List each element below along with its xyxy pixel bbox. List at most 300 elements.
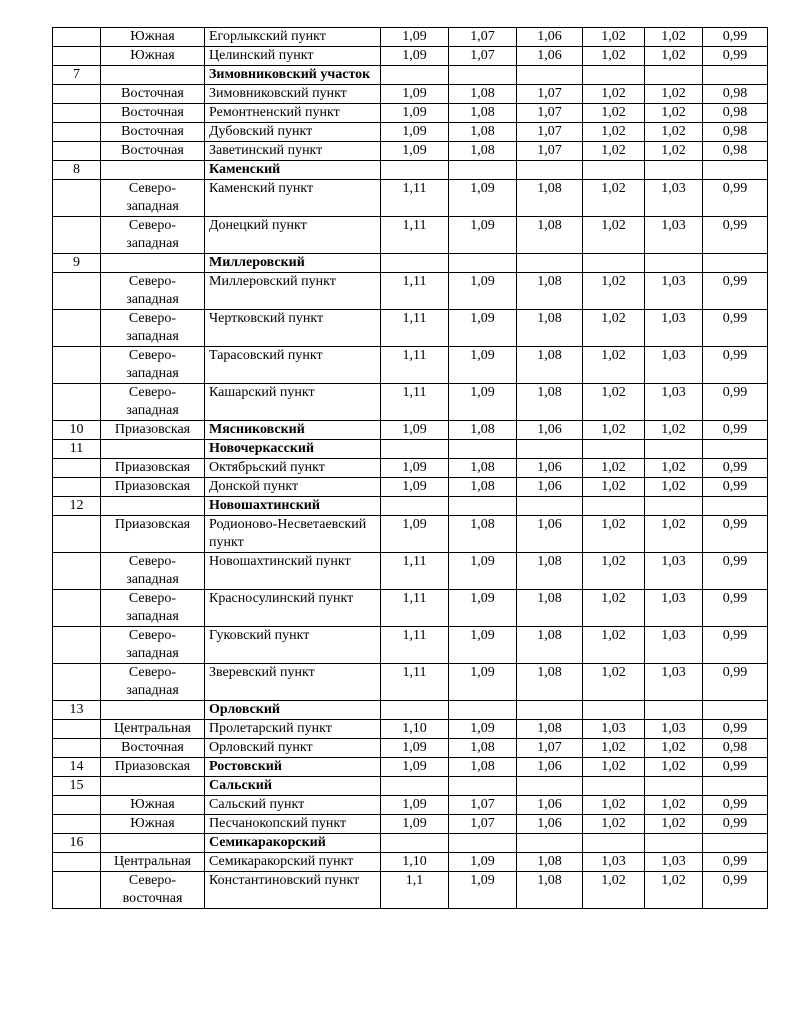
row-number: 9 [53,254,101,273]
coefficient-cell: 1,09 [449,384,517,421]
zone-cell: Северо-западная [101,273,205,310]
station-name: Сальский пункт [205,796,381,815]
coefficient-cell: 1,02 [583,872,645,909]
coefficient-cell: 1,03 [583,853,645,872]
coefficient-cell [703,161,768,180]
coefficient-cell: 1,08 [517,627,583,664]
station-name: Донецкий пункт [205,217,381,254]
row-number [53,516,101,553]
coefficient-cell: 1,06 [517,459,583,478]
coefficient-cell: 1,11 [381,384,449,421]
table-row [53,516,768,553]
station-name: Целинский пункт [205,47,381,66]
coefficient-cell: 1,09 [381,478,449,497]
coefficient-cell: 1,02 [645,459,703,478]
coefficient-cell: 1,02 [583,123,645,142]
coefficient-cell: 1,08 [449,478,517,497]
table-row [53,739,768,758]
coefficient-cell: 1,08 [517,273,583,310]
coefficient-cell: 1,03 [645,720,703,739]
coefficient-cell: 1,02 [583,217,645,254]
coefficient-cell: 1,11 [381,627,449,664]
coefficient-cell: 0,98 [703,85,768,104]
table-row [53,872,768,909]
coefficient-cell: 1,02 [583,459,645,478]
station-name: Семикаракорский пункт [205,853,381,872]
zone-cell: Северо-западная [101,180,205,217]
coefficient-cell [517,440,583,459]
coefficient-cell [381,161,449,180]
coefficient-cell: 1,11 [381,590,449,627]
coefficient-cell [449,161,517,180]
zone-cell: Восточная [101,142,205,161]
coefficient-cell: 1,03 [645,273,703,310]
coefficient-cell: 0,99 [703,664,768,701]
coefficient-cell: 1,03 [645,553,703,590]
coefficient-cell: 0,99 [703,273,768,310]
coefficient-cell: 1,03 [645,853,703,872]
row-number [53,553,101,590]
coefficient-cell: 1,09 [449,664,517,701]
coefficient-cell: 1,11 [381,217,449,254]
zone-cell [101,254,205,273]
coefficient-cell: 1,08 [517,217,583,254]
coefficient-cell: 1,07 [517,85,583,104]
row-number [53,739,101,758]
zone-cell: Восточная [101,85,205,104]
station-name: Дубовский пункт [205,123,381,142]
coefficient-cell: 1,02 [583,796,645,815]
row-number [53,123,101,142]
row-number [53,310,101,347]
coefficient-cell: 1,02 [645,104,703,123]
coefficient-cell: 1,06 [517,796,583,815]
district-name: Мясниковский [205,421,381,440]
coefficient-cell: 1,06 [517,758,583,777]
coefficient-cell: 1,06 [517,421,583,440]
coefficient-cell: 1,06 [517,815,583,834]
coefficient-cell: 1,02 [583,516,645,553]
coefficient-cell: 1,09 [381,796,449,815]
zone-cell: Северо-западная [101,590,205,627]
section-row [53,834,768,853]
zone-cell: Приазовская [101,516,205,553]
coefficient-cell [381,254,449,273]
table-row [53,28,768,47]
coefficient-cell: 1,03 [583,720,645,739]
coefficient-cell: 1,02 [583,590,645,627]
coefficient-cell [517,497,583,516]
zone-cell: Южная [101,815,205,834]
row-number: 13 [53,701,101,720]
coefficient-cell [517,161,583,180]
coefficient-cell: 1,07 [517,142,583,161]
coefficient-cell [645,777,703,796]
coefficient-cell: 1,02 [645,516,703,553]
row-number: 16 [53,834,101,853]
row-number [53,853,101,872]
table-row [53,384,768,421]
coefficient-cell [703,701,768,720]
coefficient-cell: 1,1 [381,872,449,909]
coefficient-cell: 1,08 [517,180,583,217]
table-row [53,720,768,739]
coefficient-cell: 1,07 [449,796,517,815]
coefficient-cell: 1,03 [645,310,703,347]
coefficient-cell: 0,99 [703,47,768,66]
coefficient-cell [583,777,645,796]
coefficient-cell: 0,99 [703,217,768,254]
coefficient-cell [381,834,449,853]
section-row [53,161,768,180]
row-number [53,796,101,815]
coefficient-cell [449,777,517,796]
coefficient-cell [583,66,645,85]
coefficient-cell: 1,08 [449,459,517,478]
coefficient-cell: 0,99 [703,347,768,384]
coefficient-cell: 0,98 [703,123,768,142]
coefficient-cell: 1,08 [449,516,517,553]
table-row [53,664,768,701]
zone-cell: Приазовская [101,421,205,440]
station-name: Красносулинский пункт [205,590,381,627]
coefficient-cell: 1,07 [449,815,517,834]
zone-cell: Приазовская [101,478,205,497]
coefficient-cell: 1,11 [381,553,449,590]
row-number [53,815,101,834]
coefficient-cell: 1,08 [517,853,583,872]
coefficient-cell: 1,02 [583,664,645,701]
coefficient-cell: 0,99 [703,310,768,347]
coefficient-cell [449,497,517,516]
station-name: Миллеровский пункт [205,273,381,310]
station-name: Зверевский пункт [205,664,381,701]
zone-cell [101,66,205,85]
station-name: Родионово-Несветаевский пункт [205,516,381,553]
zone-cell [101,497,205,516]
row-number: 11 [53,440,101,459]
zone-cell: Приазовская [101,459,205,478]
coefficient-cell: 0,98 [703,739,768,758]
coefficient-cell: 1,03 [645,627,703,664]
coefficient-cell: 1,03 [645,664,703,701]
coefficient-cell: 1,02 [583,739,645,758]
coefficient-cell: 1,09 [381,421,449,440]
section-row [53,497,768,516]
coefficient-cell: 1,06 [517,47,583,66]
section-row [53,758,768,777]
coefficient-cell: 1,08 [449,142,517,161]
coefficient-cell: 1,10 [381,720,449,739]
coefficient-cell: 0,99 [703,384,768,421]
coefficient-cell: 1,07 [449,47,517,66]
station-name: Ремонтненский пункт [205,104,381,123]
coefficient-cell [583,161,645,180]
table-row [53,478,768,497]
row-number [53,720,101,739]
coefficient-cell: 1,06 [517,28,583,47]
zone-cell: Северо-западная [101,347,205,384]
coefficient-cell: 1,08 [517,553,583,590]
coefficient-cell [703,777,768,796]
coefficient-cell [703,254,768,273]
zone-cell: Северо-западная [101,553,205,590]
coefficient-cell: 1,02 [645,739,703,758]
coefficient-cell: 1,02 [645,85,703,104]
coefficient-cell: 1,02 [583,421,645,440]
row-number [53,590,101,627]
table-row [53,590,768,627]
coefficient-cell: 1,02 [583,310,645,347]
coefficient-cell: 0,99 [703,478,768,497]
row-number [53,384,101,421]
row-number: 8 [53,161,101,180]
coefficient-cell: 1,09 [381,47,449,66]
district-name: Новочеркасский [205,440,381,459]
coefficient-cell [703,834,768,853]
station-name: Орловский пункт [205,739,381,758]
coefficient-cell: 0,99 [703,553,768,590]
coefficient-cell: 1,09 [381,142,449,161]
coefficient-cell [517,254,583,273]
table-body [53,28,768,909]
coefficient-cell: 1,08 [449,421,517,440]
zone-cell: Центральная [101,853,205,872]
coefficient-cell: 1,11 [381,180,449,217]
coefficient-cell: 1,02 [583,758,645,777]
station-name: Кашарский пункт [205,384,381,421]
zone-cell: Восточная [101,104,205,123]
zone-cell [101,440,205,459]
coefficient-cell: 1,02 [583,273,645,310]
coefficient-cell: 1,08 [449,104,517,123]
zone-cell: Северо-западная [101,664,205,701]
row-number [53,459,101,478]
coefficient-cell [645,440,703,459]
coefficient-cell: 1,09 [449,853,517,872]
coefficient-cell: 1,08 [449,85,517,104]
coefficient-cell: 1,09 [449,180,517,217]
coefficient-cell [583,497,645,516]
coefficient-cell: 1,06 [517,478,583,497]
coefficient-cell [517,66,583,85]
coefficient-cell [449,254,517,273]
coefficient-cell: 0,99 [703,627,768,664]
coefficient-cell: 1,08 [517,590,583,627]
coefficient-cell: 1,07 [517,123,583,142]
zone-cell: Приазовская [101,758,205,777]
coefficient-cell: 1,03 [645,590,703,627]
row-number [53,217,101,254]
section-row [53,777,768,796]
zone-cell: Южная [101,47,205,66]
coefficient-cell [645,66,703,85]
zone-cell: Северо-восточная [101,872,205,909]
coefficient-cell: 1,09 [449,553,517,590]
section-row [53,440,768,459]
row-number [53,47,101,66]
row-number [53,142,101,161]
coefficient-cell: 1,09 [381,85,449,104]
row-number: 14 [53,758,101,777]
row-number [53,872,101,909]
coefficient-cell: 1,02 [645,796,703,815]
coefficient-cell: 0,99 [703,28,768,47]
district-name: Миллеровский [205,254,381,273]
zone-cell: Восточная [101,123,205,142]
station-name: Донской пункт [205,478,381,497]
coefficient-cell: 0,99 [703,180,768,217]
table-row [53,815,768,834]
station-name: Зимовниковский пункт [205,85,381,104]
coefficient-cell: 1,08 [449,739,517,758]
coefficient-cell: 1,02 [583,104,645,123]
coefficient-cell: 1,02 [645,478,703,497]
station-name: Чертковский пункт [205,310,381,347]
coefficient-cell: 1,09 [381,104,449,123]
table-row [53,85,768,104]
station-name: Константиновский пункт [205,872,381,909]
coefficient-cell: 1,02 [645,758,703,777]
table-row [53,347,768,384]
coefficient-cell: 1,02 [583,142,645,161]
coefficient-cell: 1,07 [449,28,517,47]
table-row [53,853,768,872]
coefficient-cell: 0,99 [703,758,768,777]
zone-cell [101,701,205,720]
coefficient-cell: 1,11 [381,273,449,310]
coefficient-cell [381,66,449,85]
section-row [53,421,768,440]
table-row [53,47,768,66]
coefficient-cell: 1,02 [645,47,703,66]
coefficient-cell [517,834,583,853]
coefficient-cell [583,701,645,720]
coefficient-cell [645,161,703,180]
coefficient-cell [645,834,703,853]
coefficient-cell [381,777,449,796]
station-name: Тарасовский пункт [205,347,381,384]
table-row [53,273,768,310]
coefficient-cell: 1,09 [381,739,449,758]
zone-cell [101,834,205,853]
station-name: Октябрьский пункт [205,459,381,478]
coefficient-table [52,27,768,909]
coefficient-cell [645,254,703,273]
table-row [53,217,768,254]
coefficient-cell: 0,99 [703,796,768,815]
coefficient-cell [583,834,645,853]
coefficient-cell: 0,99 [703,459,768,478]
coefficient-cell: 1,08 [517,720,583,739]
row-number [53,347,101,384]
coefficient-cell [381,497,449,516]
table-row [53,553,768,590]
zone-cell: Восточная [101,739,205,758]
coefficient-cell: 1,06 [517,516,583,553]
coefficient-cell: 1,10 [381,853,449,872]
coefficient-cell: 1,02 [583,47,645,66]
district-name: Ростовский [205,758,381,777]
coefficient-cell [517,777,583,796]
coefficient-cell: 1,03 [645,180,703,217]
coefficient-cell: 1,02 [583,28,645,47]
coefficient-cell: 1,09 [381,459,449,478]
table-row [53,310,768,347]
coefficient-cell: 1,11 [381,347,449,384]
station-name: Егорлыкский пункт [205,28,381,47]
row-number [53,180,101,217]
coefficient-cell: 1,02 [583,815,645,834]
coefficient-cell: 1,08 [517,310,583,347]
coefficient-cell: 1,02 [645,815,703,834]
coefficient-cell [583,440,645,459]
station-name: Заветинский пункт [205,142,381,161]
coefficient-cell: 1,07 [517,104,583,123]
table-row [53,627,768,664]
coefficient-cell: 1,02 [645,142,703,161]
zone-cell: Северо-западная [101,384,205,421]
row-number [53,478,101,497]
coefficient-cell: 1,09 [449,347,517,384]
coefficient-cell [449,440,517,459]
coefficient-cell [703,66,768,85]
coefficient-cell: 1,08 [449,758,517,777]
coefficient-cell: 1,09 [449,310,517,347]
coefficient-cell: 1,02 [583,384,645,421]
coefficient-cell: 1,02 [645,872,703,909]
coefficient-cell: 1,09 [449,217,517,254]
table-row [53,459,768,478]
coefficient-cell: 1,02 [583,347,645,384]
zone-cell: Северо-западная [101,217,205,254]
district-name: Каменский [205,161,381,180]
coefficient-cell: 0,99 [703,590,768,627]
coefficient-cell: 1,02 [583,85,645,104]
coefficient-cell [703,440,768,459]
coefficient-cell: 1,03 [645,217,703,254]
coefficient-cell: 1,02 [583,180,645,217]
coefficient-cell [381,701,449,720]
coefficient-cell [583,254,645,273]
coefficient-cell: 1,02 [645,421,703,440]
station-name: Песчанокопский пункт [205,815,381,834]
row-number: 10 [53,421,101,440]
coefficient-cell: 1,08 [517,664,583,701]
table-row [53,104,768,123]
section-row [53,66,768,85]
zone-cell: Центральная [101,720,205,739]
coefficient-cell: 0,99 [703,720,768,739]
coefficient-cell: 1,02 [645,123,703,142]
coefficient-cell: 1,02 [583,478,645,497]
table-row [53,180,768,217]
row-number: 7 [53,66,101,85]
coefficient-cell: 0,98 [703,142,768,161]
coefficient-cell: 1,08 [517,384,583,421]
row-number [53,664,101,701]
coefficient-cell: 1,09 [449,590,517,627]
coefficient-cell: 1,02 [583,553,645,590]
coefficient-cell [645,701,703,720]
station-name: Гуковский пункт [205,627,381,664]
zone-cell: Южная [101,796,205,815]
coefficient-cell: 1,09 [449,872,517,909]
district-name: Зимовниковский участок [205,66,381,85]
zone-cell: Южная [101,28,205,47]
station-name: Новошахтинский пункт [205,553,381,590]
coefficient-cell [449,834,517,853]
